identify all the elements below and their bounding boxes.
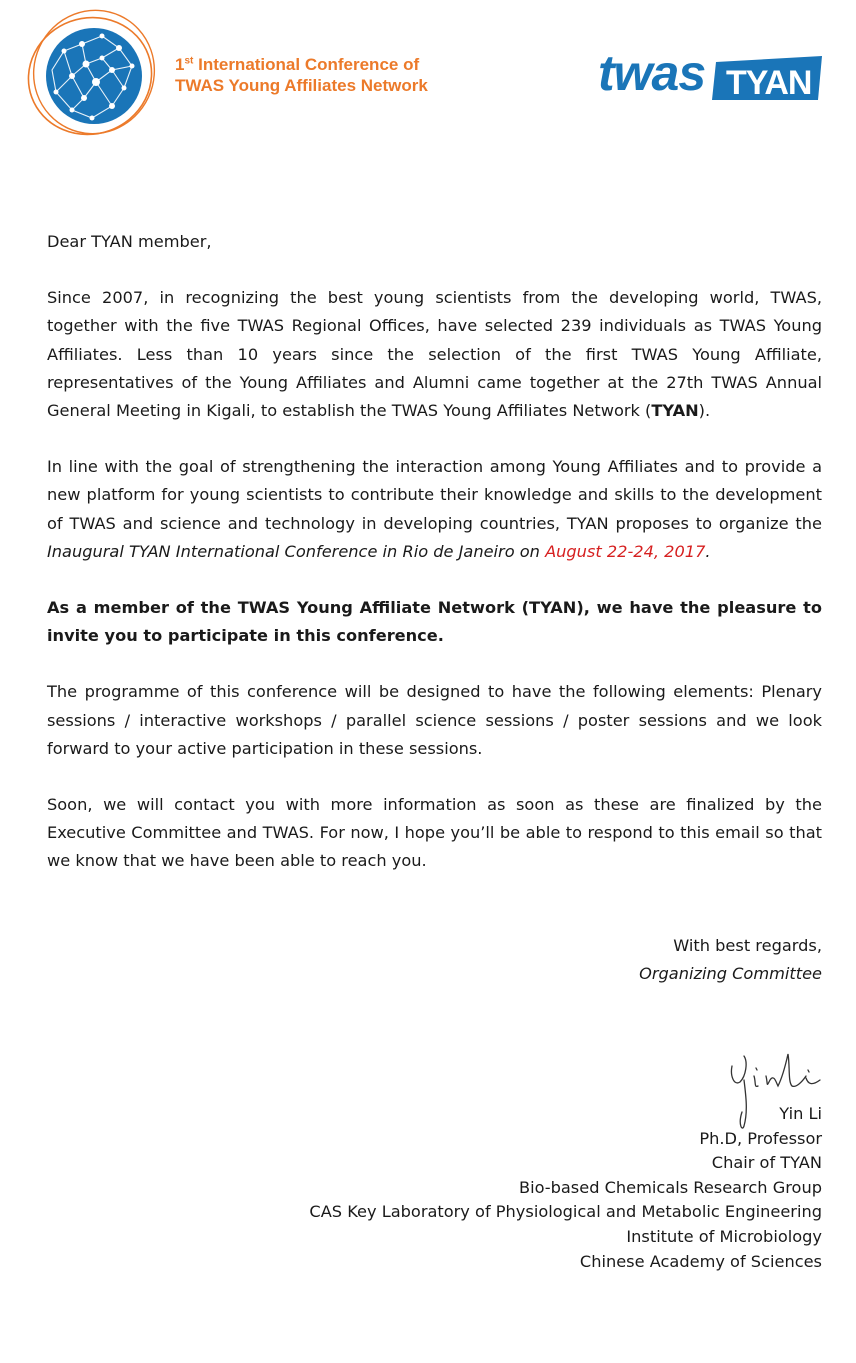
twas-tyan-logo	[596, 44, 824, 104]
paragraph-programme: The programme of this conference will be designed to have the following elements: Plenary sessions / interactive workshops / parallel science sessions / poster sessions and we look forward to your active participation in these sessions.	[47, 682, 822, 758]
paragraph-invitation: As a member of the TWAS Young Affiliate Network (TYAN), we have the pleasure to invite you to participate in this conference.	[47, 598, 822, 646]
letter-body	[47, 228, 822, 904]
signer-role: Chair of TYAN	[711, 1153, 822, 1173]
committee-line: Organizing Committee	[639, 964, 822, 984]
signature-block	[309, 1102, 822, 1274]
closing	[639, 932, 822, 988]
tyan-logo-text: TYAN	[726, 64, 812, 102]
paragraph-conference: In line with the goal of strengthening the interaction among Young Affiliates and to provide a new platform for young scientists to contribute their knowledge and skills to the development of TWAS and science and technology in developing countries, TYAN proposes to organize the Inaugural TYAN International Conference in Rio de Janeiro on August 22-24, 2017.	[47, 457, 822, 561]
signer-institute: Institute of Microbiology	[626, 1226, 822, 1246]
conference-date: August 22-24, 2017	[545, 541, 706, 561]
signer-lab: CAS Key Laboratory of Physiological and Metabolic Engineering	[309, 1202, 822, 1222]
twas-logo-text: twas	[598, 45, 706, 101]
signer-group: Bio-based Chemicals Research Group	[518, 1177, 822, 1197]
signer-academy: Chinese Academy of Sciences	[579, 1251, 822, 1271]
regards-line: With best regards,	[673, 936, 822, 955]
signer-name: Yin Li	[779, 1104, 822, 1123]
conference-globe-logo	[24, 6, 160, 142]
paragraph-followup: Soon, we will contact you with more information as soon as these are finalized by the Executive Committee and TWAS. For now, I hope you’ll be able to respond to this email so that we know that we have been able to reach you.	[47, 795, 822, 871]
letterhead	[0, 0, 856, 150]
salutation: Dear TYAN member,	[47, 232, 212, 251]
paragraph-history: Since 2007, in recognizing the best young scientists from the developing world, TWAS, together with the five TWAS Regional Offices, have selected 239 individuals as TWAS Young Affiliates. Less than 10 years since the selection of the first TWAS Young Affiliate, representatives of the Young Affiliates and Alumni came together at the 27th TWAS Annual General Meeting in Kigali, to establish the TWAS Young Affiliates Network (TYAN).	[47, 288, 822, 421]
signer-title: Ph.D, Professor	[699, 1128, 822, 1148]
conference-title: 1st International Conference of TWAS Young Affiliates Network	[175, 55, 428, 95]
